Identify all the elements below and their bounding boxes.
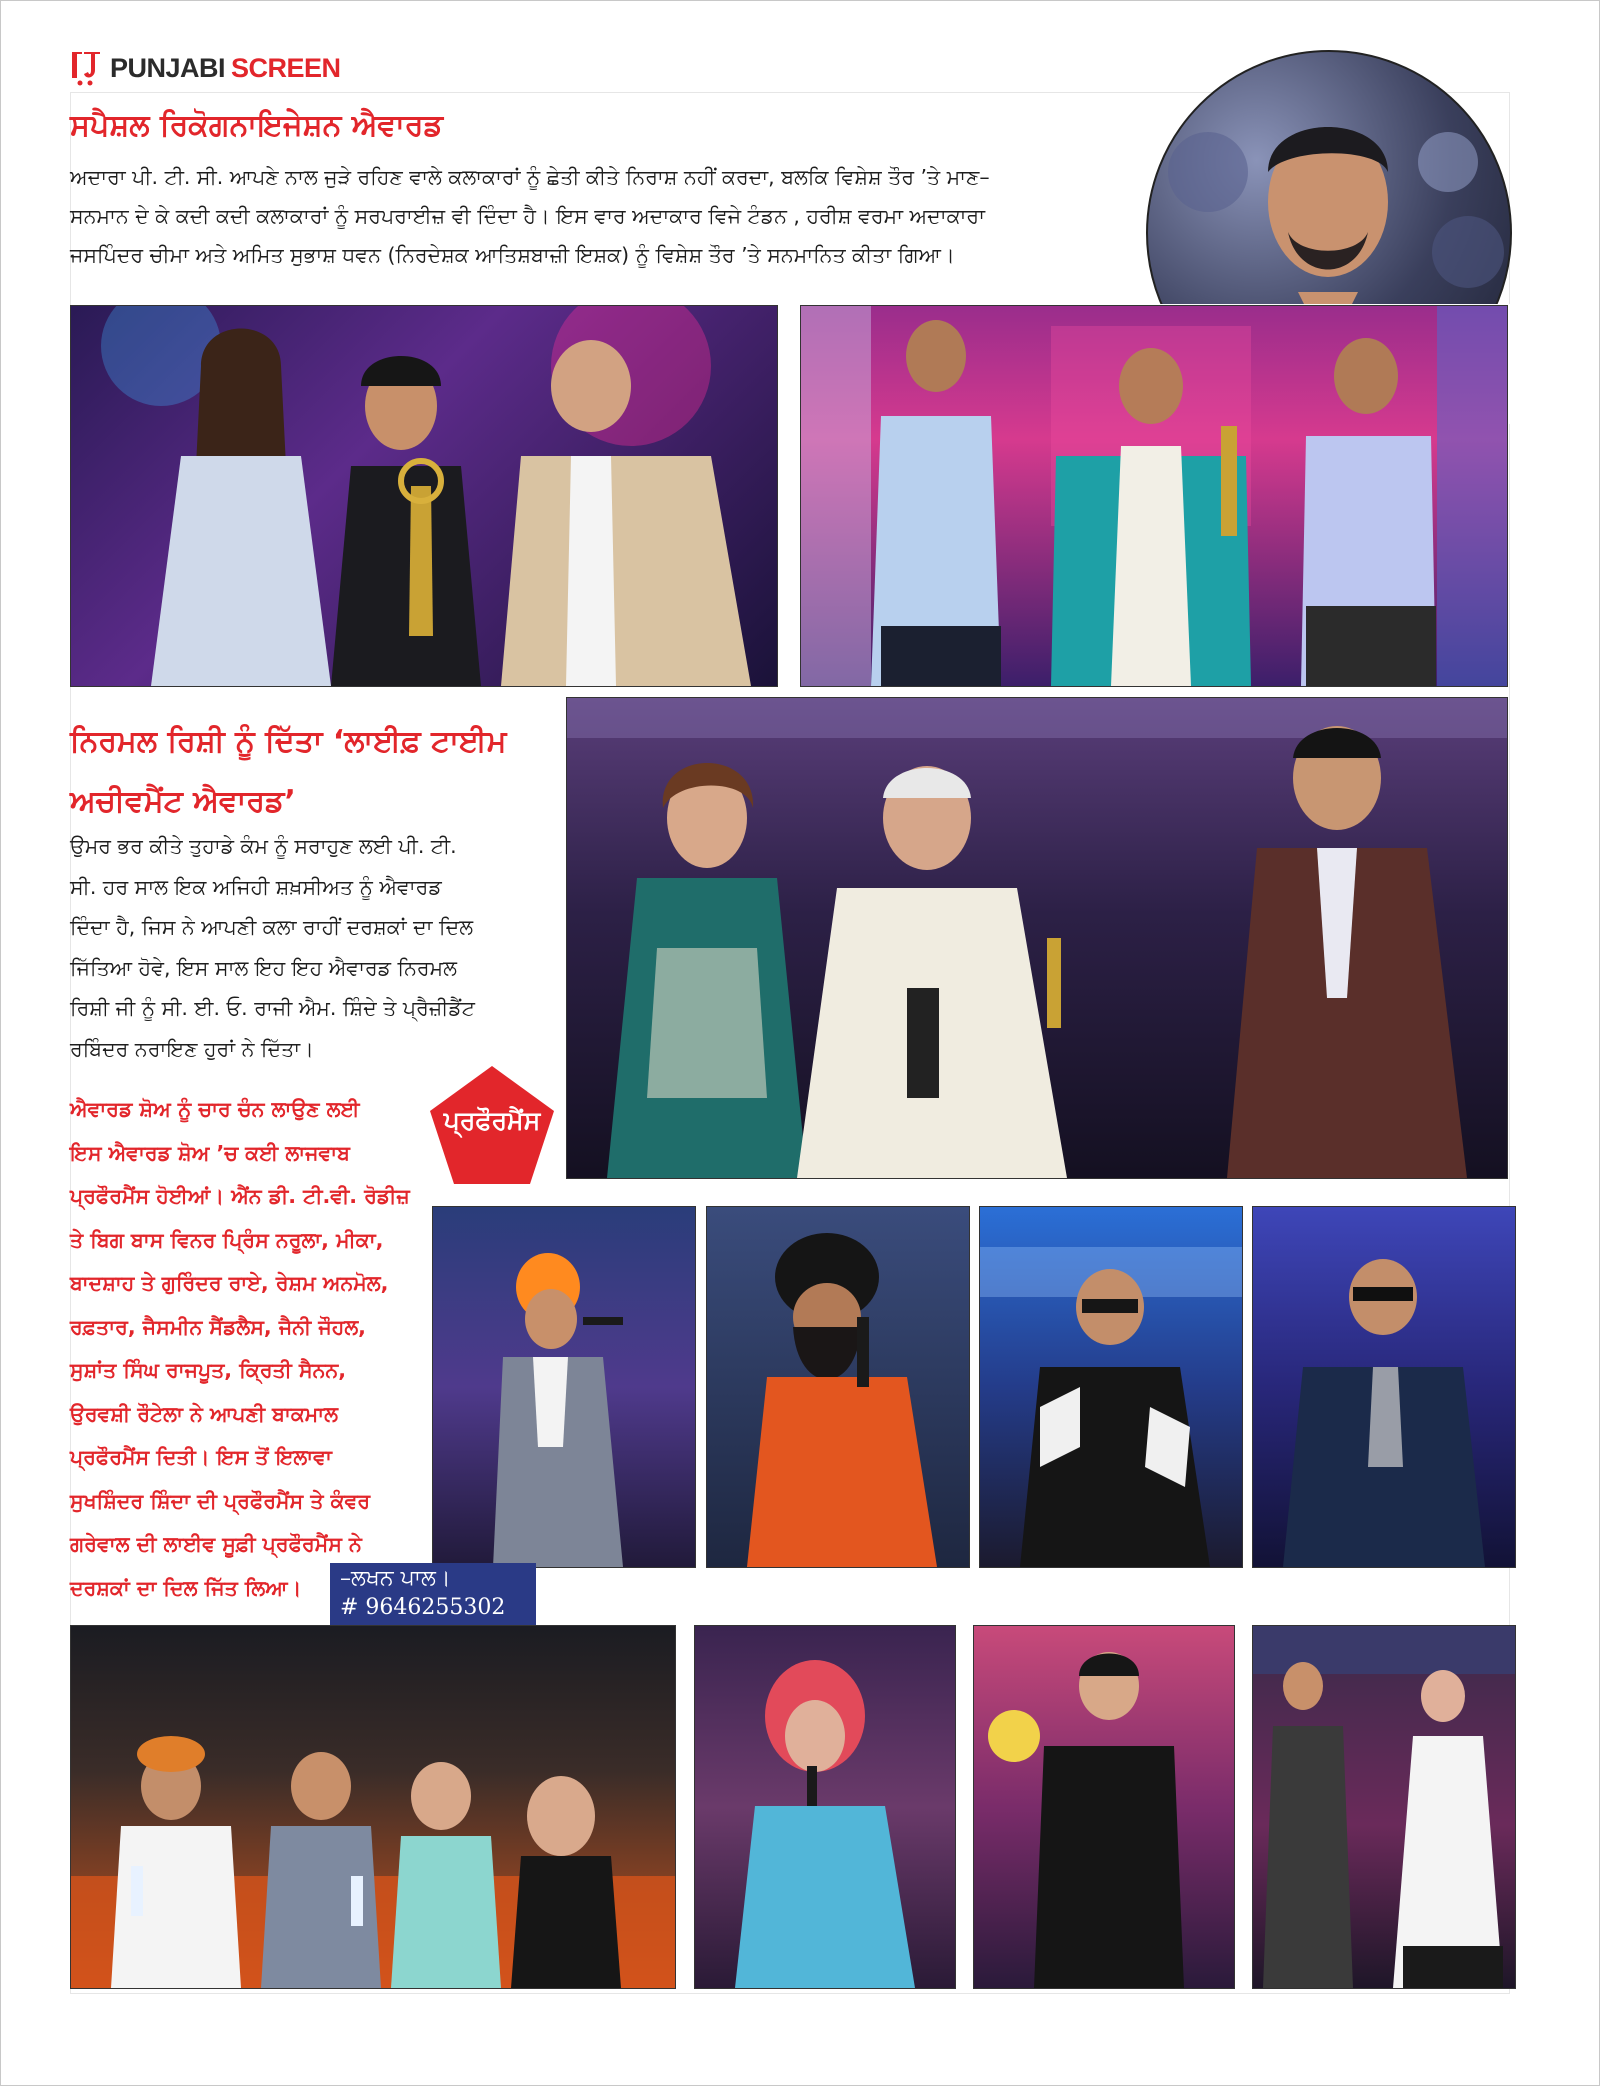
- special-recognition-body: [70, 158, 1140, 275]
- lifetime-achievement-heading: [70, 712, 507, 832]
- text-line: ਸੀ. ਹਰ ਸਾਲ ਇਕ ਅਜਿਹੀ ਸ਼ਖ਼ਸੀਅਤ ਨੂੰ ਐਵਾਰਡ: [70, 874, 442, 899]
- heading-line: ਅਚੀਵਮੈਂਟ ਐਵਾਰਡ’: [70, 784, 296, 819]
- audience-photo: [70, 1625, 676, 1989]
- text-line: ਜਿੱਤਿਆ ਹੋਵੇ, ਇਸ ਸਾਲ ਇਹ ਇਹ ਐਵਾਰਡ ਨਿਰਮਲ: [70, 955, 457, 980]
- performer-photo-4: [1252, 1206, 1516, 1568]
- text-line: ਪ੍ਰਫੌਰਮੈਂਸ ਹੋਈਆਂ। ਐਂਨ ਡੀ. ਟੀ.ਵੀ. ਰੋਡੀਜ਼: [70, 1184, 410, 1208]
- text-line: ਉਮਰ ਭਰ ਕੀਤੇ ਤੁਹਾਡੇ ਕੰਮ ਨੂੰ ਸਰਾਹੁਣ ਲਈ ਪੀ. ਟੀ.: [70, 834, 457, 858]
- text-line: ਸੁਖਸ਼ਿੰਦਰ ਸ਼ਿੰਦਾ ਦੀ ਪ੍ਰਫੌਰਮੈਂਸ ਤੇ ਕੰਵਰ: [70, 1488, 371, 1513]
- text-line: ਰਿਸ਼ੀ ਜੀ ਨੂੰ ਸੀ. ਈ. ਓ. ਰਾਜੀ ਐਮ. ਸ਼ਿੰਦੇ ਤੇ ਪ੍ਰੈਜ਼ੀਡੈਂਟ: [70, 996, 475, 1020]
- text-line: ਰਫ਼ਤਾਰ, ਜੈਸਮੀਨ ਸੈਂਡਲੈਸ, ਜੈਨੀ ਜੌਹਲ,: [70, 1314, 366, 1339]
- heading-line: ਨਿਰਮਲ ਰਿਸ਼ੀ ਨੂੰ ਦਿੱਤਾ ‘ਲਾਈਫ਼ ਟਾਈਮ: [70, 724, 507, 759]
- masthead: [68, 46, 341, 90]
- performer-photo-7: [1252, 1625, 1516, 1989]
- award-presentation-photo: [70, 305, 778, 687]
- text-line: ਪ੍ਰਫੌਰਮੈਂਸ ਦਿਤੀ। ਇਸ ਤੋਂ ਇਲਾਵਾ: [70, 1445, 332, 1469]
- text-line: ਐਵਾਰਡ ਸ਼ੋਅ ਨੂੰ ਚਾਰ ਚੰਨ ਲਾਉਣ ਲਈ: [70, 1097, 360, 1121]
- text-line: ਉਰਵਸ਼ੀ ਰੌਟੇਲਾ ਨੇ ਆਪਣੀ ਬਾਕਮਾਲ: [70, 1401, 339, 1426]
- text-line: ਇਸ ਐਵਾਰਡ ਸ਼ੋਅ ’ਚ ਕਈ ਲਾਜਵਾਬ: [70, 1140, 350, 1165]
- performer-photo-2: [706, 1206, 970, 1568]
- lifetime-achievement-body: [70, 826, 550, 1069]
- author-phone: # 9646255302: [340, 1595, 506, 1620]
- lifetime-award-photo: [566, 697, 1508, 1179]
- text-line: ਅਦਾਰਾ ਪੀ. ਟੀ. ਸੀ. ਆਪਣੇ ਨਾਲ ਜੁੜੇ ਰਹਿਣ ਵਾਲੇ ਕਲਾਕਾਰਾਂ ਨੂੰ ਛੇਤੀ ਕੀਤੇ ਨਿਰਾਸ਼ ਨਹੀਂ ਕਰਦਾ, ਬਲਕਿ ਵਿਸ਼ੇਸ਼ ਤੌਰ ’ਤੇ ਮਾਣ–: [70, 165, 990, 189]
- text-line: ਬਾਦਸ਼ਾਹ ਤੇ ਗੁਰਿੰਦਰ ਰਾਏ, ਰੇਸ਼ਮ ਅਨਮੋਲ,: [70, 1271, 389, 1295]
- performer-photo-3: [979, 1206, 1243, 1568]
- performance-badge-label: ਪ੍ਰਫੌਰਮੈਂਸ: [443, 1106, 541, 1135]
- performer-photo-5: [694, 1625, 956, 1989]
- performer-photo-6: [973, 1625, 1235, 1989]
- honoree-stage-photo: [800, 305, 1508, 687]
- text-line: ਰਬਿੰਦਰ ਨਰਾਇਣ ਹੁਰਾਂ ਨੇ ਦਿੱਤਾ।: [70, 1036, 314, 1061]
- text-line: ਸਨਮਾਨ ਦੇ ਕੇ ਕਦੀ ਕਦੀ ਕਲਾਕਾਰਾਂ ਨੂੰ ਸਰਪਰਾਈਜ਼ ਵੀ ਦਿੰਦਾ ਹੈ। ਇਸ ਵਾਰ ਅਦਾਕਾਰ ਵਿਜੇ ਟੰਡਨ , ਹਰੀਸ਼ ਵਰਮਾ ਅਦਾਕਾਰਾ: [70, 204, 985, 228]
- special-recognition-heading: ਸਪੈਸ਼ਲ ਰਿਕੋਗਨਾਇਜੇਸ਼ਨ ਐਵਾਰਡ: [70, 108, 443, 143]
- author-name: –ਲਖਨ ਪਾਲ।: [340, 1566, 451, 1591]
- masthead-word-screen: SCREEN: [231, 52, 341, 83]
- text-line: ਦਰਸ਼ਕਾਂ ਦਾ ਦਿਲ ਜਿੱਤ ਲਿਆ।: [70, 1575, 302, 1600]
- text-line: ਸੁਸ਼ਾਂਤ ਸਿੰਘ ਰਾਜਪੂਤ, ਕ੍ਰਿਤੀ ਸੈਨਨ,: [70, 1358, 347, 1382]
- text-line: ਤੇ ਬਿਗ ਬਾਸ ਵਿਨਰ ਪ੍ਰਿੰਸ ਨਰੂਲਾ, ਮੀਕਾ,: [70, 1227, 384, 1252]
- performer-photo-1: [432, 1206, 696, 1568]
- text-line: ਗਰੇਵਾਲ ਦੀ ਲਾਈਵ ਸੂਫ਼ੀ ਪ੍ਰਫੌਰਮੈਂਸ ਨੇ: [70, 1532, 362, 1556]
- text-line: ਦਿੰਦਾ ਹੈ, ਜਿਸ ਨੇ ਆਪਣੀ ਕਲਾ ਰਾਹੀਂ ਦਰਸ਼ਕਾਂ ਦਾ ਦਿਲ: [70, 915, 474, 939]
- text-line: ਜਸਪਿੰਦਰ ਚੀਮਾ ਅਤੇ ਅਮਿਤ ਸੁਭਾਸ਼ ਧਵਨ (ਨਿਰਦੇਸ਼ਕ ਆਤਿਸ਼ਬਾਜ਼ੀ ਇਸ਼ਕ) ਨੂੰ ਵਿਸ਼ੇਸ਼ ਤੌਰ ’ਤੇ ਸਨਮਾਨਿਤ ਕੀਤਾ ਗਿਆ।: [70, 243, 955, 267]
- performance-body: [70, 1088, 422, 1610]
- masthead-word-punjabi: PUNJABI: [110, 52, 226, 83]
- ps-logo-icon: [68, 48, 104, 88]
- author-signature-box: [330, 1563, 536, 1625]
